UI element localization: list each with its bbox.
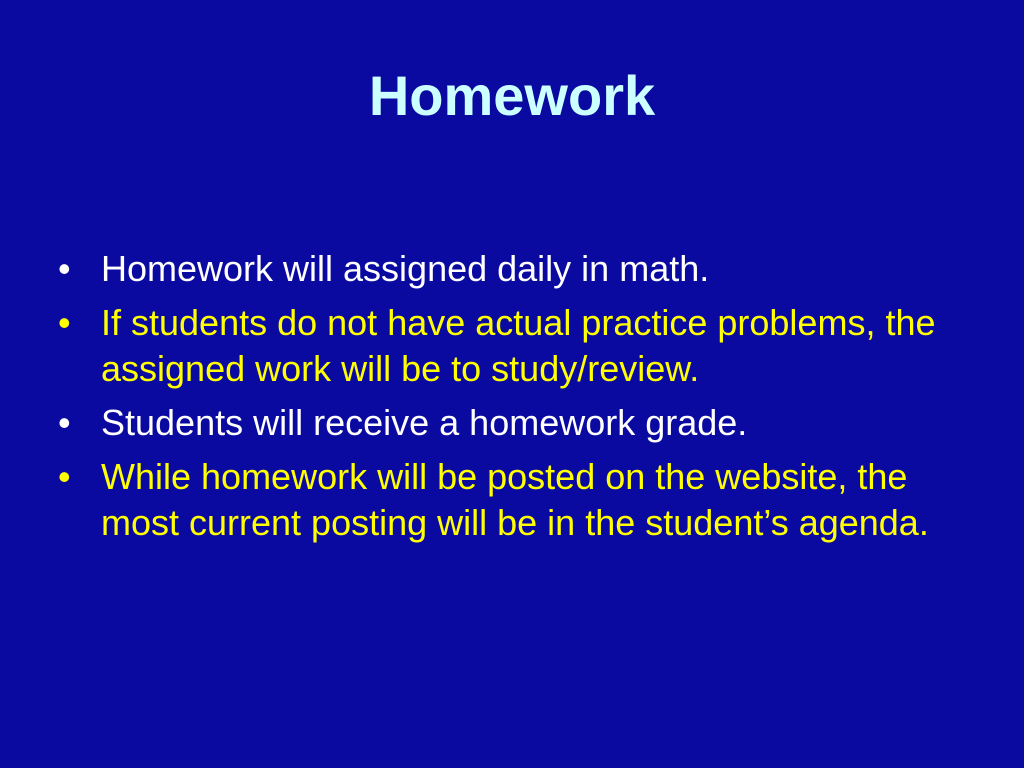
bullet-dot-icon: • <box>58 456 71 497</box>
bullet-dot-icon: • <box>58 402 71 443</box>
bullet-text: While homework will be posted on the website, the most current posting will be in the student’s agenda. <box>101 456 929 543</box>
bullet-dot-icon: • <box>58 248 71 289</box>
bullet-list <box>58 246 978 554</box>
bullet-text: Students will receive a homework grade. <box>101 402 748 443</box>
bullet-item <box>58 300 978 392</box>
bullet-text: If students do not have actual practice problems, the assigned work will be to study/review. <box>101 302 936 389</box>
bullet-dot-icon: • <box>58 302 71 343</box>
slide-title: Homework <box>368 64 656 127</box>
bullet-item <box>58 246 978 292</box>
bullet-item <box>58 454 978 546</box>
bullet-text: Homework will assigned daily in math. <box>101 248 710 289</box>
bullet-item <box>58 400 978 446</box>
